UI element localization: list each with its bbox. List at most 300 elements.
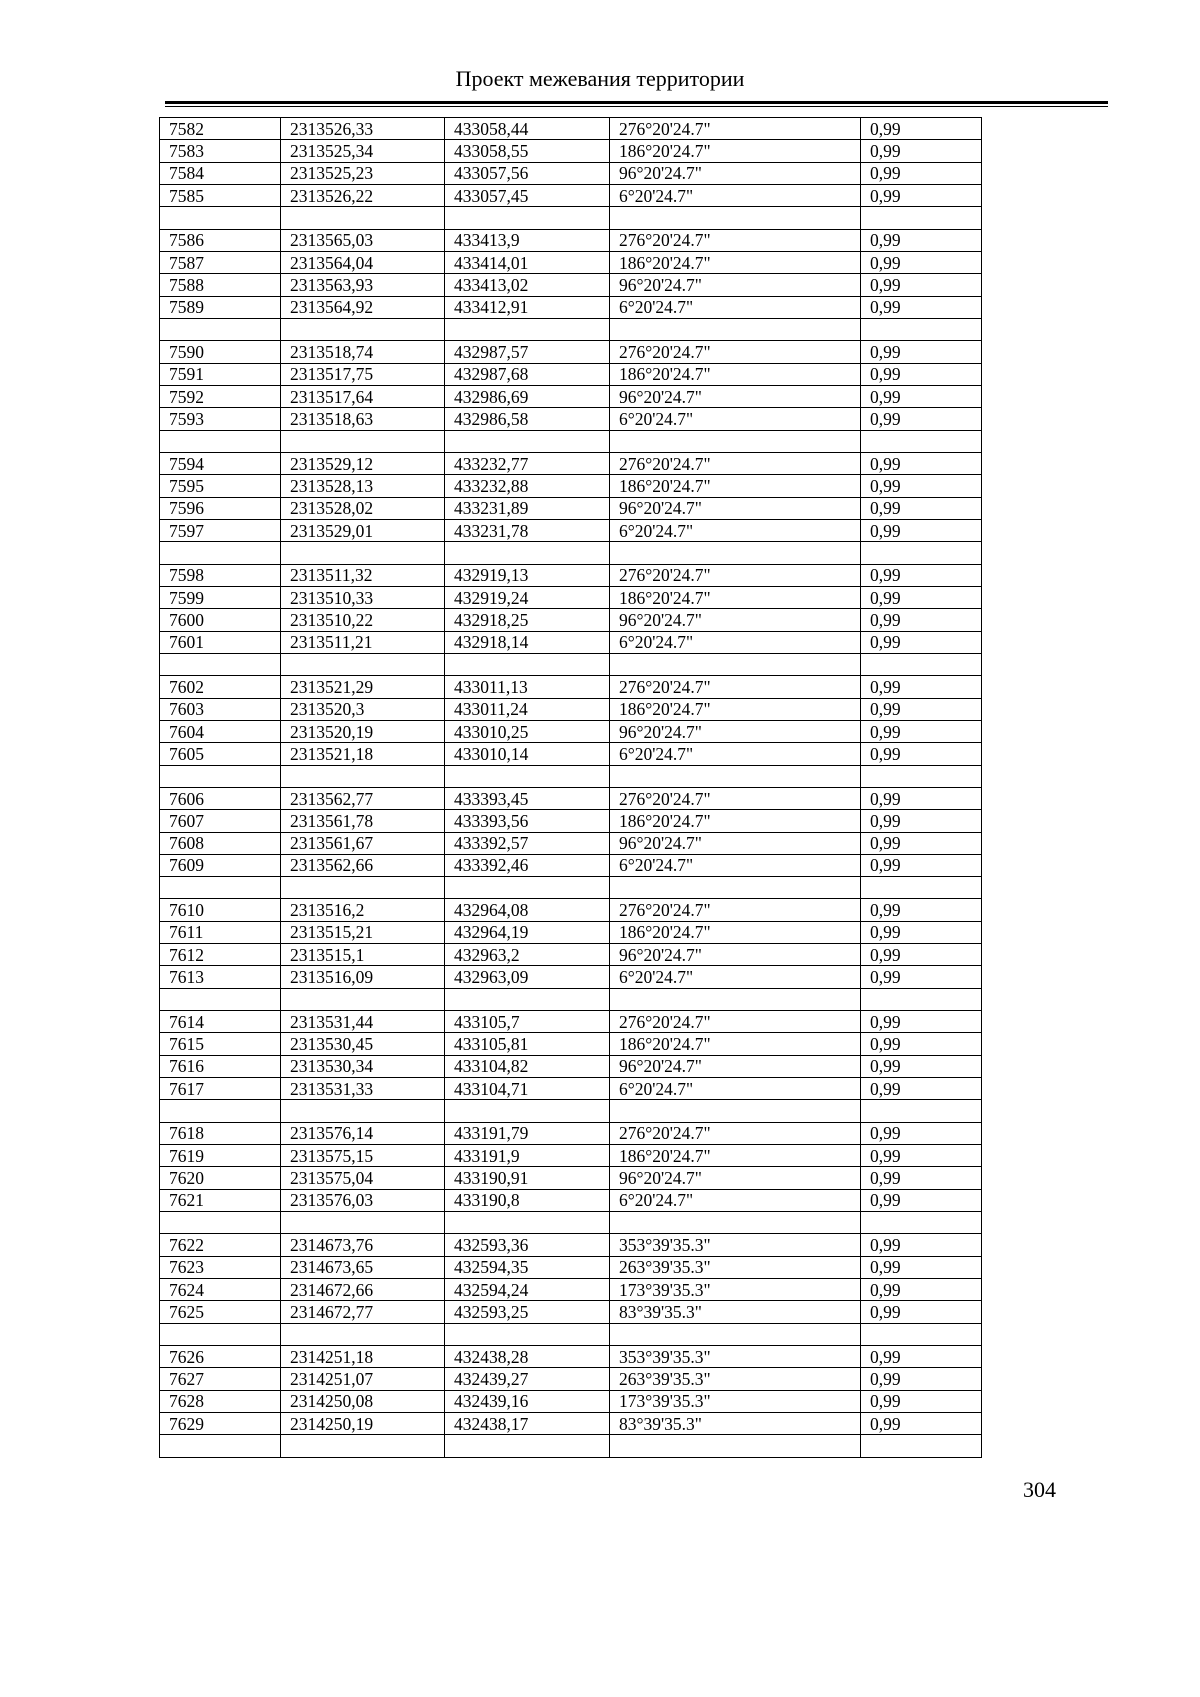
distance-cell: [861, 430, 982, 452]
bearing-cell: 186°20'24.7": [610, 586, 861, 608]
table-row: [160, 274, 982, 296]
bearing-cell: 186°20'24.7": [610, 921, 861, 943]
bearing-cell: 6°20'24.7": [610, 1189, 861, 1211]
point-number-cell: 7588: [160, 274, 281, 296]
y-coordinate-cell: 433413,9: [445, 229, 610, 251]
x-coordinate-cell: 2314672,77: [281, 1301, 445, 1323]
x-coordinate-cell: 2313515,21: [281, 921, 445, 943]
distance-cell: [861, 1323, 982, 1345]
bearing-cell: 276°20'24.7": [610, 676, 861, 698]
table-row: [160, 698, 982, 720]
point-number-cell: 7585: [160, 184, 281, 206]
bearing-cell: [610, 1100, 861, 1122]
x-coordinate-cell: [281, 318, 445, 340]
y-coordinate-cell: 433393,45: [445, 787, 610, 809]
distance-cell: 0,99: [861, 1167, 982, 1189]
y-coordinate-cell: 433104,71: [445, 1078, 610, 1100]
header-rule-thin: [165, 106, 1108, 107]
distance-cell: 0,99: [861, 452, 982, 474]
bearing-cell: [610, 542, 861, 564]
bearing-cell: 83°39'35.3": [610, 1413, 861, 1435]
distance-cell: 0,99: [861, 519, 982, 541]
x-coordinate-cell: 2314250,08: [281, 1390, 445, 1412]
distance-cell: 0,99: [861, 162, 982, 184]
x-coordinate-cell: [281, 877, 445, 899]
x-coordinate-cell: 2313517,64: [281, 385, 445, 407]
y-coordinate-cell: 433412,91: [445, 296, 610, 318]
table-row: [160, 519, 982, 541]
y-coordinate-cell: 433010,25: [445, 720, 610, 742]
bearing-cell: 96°20'24.7": [610, 274, 861, 296]
bearing-cell: 186°20'24.7": [610, 140, 861, 162]
point-number-cell: 7599: [160, 586, 281, 608]
bearing-cell: 6°20'24.7": [610, 743, 861, 765]
x-coordinate-cell: 2313526,33: [281, 118, 445, 140]
point-number-cell: 7606: [160, 787, 281, 809]
bearing-cell: 186°20'24.7": [610, 810, 861, 832]
x-coordinate-cell: 2313520,3: [281, 698, 445, 720]
bearing-cell: 6°20'24.7": [610, 1078, 861, 1100]
point-number-cell: 7625: [160, 1301, 281, 1323]
separator-row: [160, 877, 982, 899]
distance-cell: [861, 318, 982, 340]
point-number-cell: 7586: [160, 229, 281, 251]
table-row: [160, 296, 982, 318]
point-number-cell: 7624: [160, 1279, 281, 1301]
point-number-cell: 7623: [160, 1256, 281, 1278]
point-number-cell: 7622: [160, 1234, 281, 1256]
y-coordinate-cell: 433190,8: [445, 1189, 610, 1211]
distance-cell: 0,99: [861, 1413, 982, 1435]
table-row: [160, 1055, 982, 1077]
x-coordinate-cell: [281, 1212, 445, 1234]
bearing-cell: 6°20'24.7": [610, 854, 861, 876]
bearing-cell: 276°20'24.7": [610, 229, 861, 251]
bearing-cell: 186°20'24.7": [610, 475, 861, 497]
header-rule: [165, 101, 1108, 104]
point-number-cell: 7608: [160, 832, 281, 854]
bearing-cell: 276°20'24.7": [610, 564, 861, 586]
x-coordinate-cell: 2313576,14: [281, 1122, 445, 1144]
point-number-cell: 7620: [160, 1167, 281, 1189]
x-coordinate-cell: [281, 207, 445, 229]
point-number-cell: [160, 1435, 281, 1457]
bearing-cell: 276°20'24.7": [610, 118, 861, 140]
bearing-cell: 6°20'24.7": [610, 408, 861, 430]
bearing-cell: 186°20'24.7": [610, 1033, 861, 1055]
distance-cell: 0,99: [861, 586, 982, 608]
page-number: 304: [1023, 1477, 1056, 1502]
distance-cell: 0,99: [861, 1256, 982, 1278]
distance-cell: 0,99: [861, 296, 982, 318]
point-number-cell: [160, 765, 281, 787]
point-number-cell: [160, 988, 281, 1010]
x-coordinate-cell: 2313521,18: [281, 743, 445, 765]
table-row: [160, 1234, 982, 1256]
y-coordinate-cell: 432438,28: [445, 1346, 610, 1368]
distance-cell: 0,99: [861, 698, 982, 720]
y-coordinate-cell: [445, 1212, 610, 1234]
distance-cell: 0,99: [861, 1145, 982, 1167]
distance-cell: [861, 1212, 982, 1234]
table-row: [160, 140, 982, 162]
x-coordinate-cell: 2313576,03: [281, 1189, 445, 1211]
table-row: [160, 452, 982, 474]
point-number-cell: 7594: [160, 452, 281, 474]
y-coordinate-cell: [445, 765, 610, 787]
distance-cell: [861, 207, 982, 229]
table-row: [160, 899, 982, 921]
point-number-cell: 7612: [160, 944, 281, 966]
bearing-cell: 6°20'24.7": [610, 296, 861, 318]
bearing-cell: 96°20'24.7": [610, 385, 861, 407]
bearing-cell: [610, 653, 861, 675]
distance-cell: [861, 765, 982, 787]
bearing-cell: 173°39'35.3": [610, 1279, 861, 1301]
point-number-cell: [160, 542, 281, 564]
bearing-cell: 96°20'24.7": [610, 609, 861, 631]
point-number-cell: 7603: [160, 698, 281, 720]
y-coordinate-cell: 433057,56: [445, 162, 610, 184]
bearing-cell: 173°39'35.3": [610, 1390, 861, 1412]
table-row: [160, 966, 982, 988]
point-number-cell: 7626: [160, 1346, 281, 1368]
x-coordinate-cell: 2313530,45: [281, 1033, 445, 1055]
table-row: [160, 1279, 982, 1301]
bearing-cell: 96°20'24.7": [610, 162, 861, 184]
x-coordinate-cell: [281, 430, 445, 452]
table-row: [160, 475, 982, 497]
point-number-cell: 7597: [160, 519, 281, 541]
table-row: [160, 1301, 982, 1323]
point-number-cell: 7601: [160, 631, 281, 653]
distance-cell: 0,99: [861, 1055, 982, 1077]
point-number-cell: [160, 318, 281, 340]
y-coordinate-cell: 432594,24: [445, 1279, 610, 1301]
table-row: [160, 251, 982, 273]
point-number-cell: 7589: [160, 296, 281, 318]
point-number-cell: 7627: [160, 1368, 281, 1390]
table-row: [160, 944, 982, 966]
table-row: [160, 921, 982, 943]
x-coordinate-cell: 2313562,77: [281, 787, 445, 809]
distance-cell: [861, 542, 982, 564]
distance-cell: 0,99: [861, 341, 982, 363]
distance-cell: 0,99: [861, 1033, 982, 1055]
x-coordinate-cell: 2313525,34: [281, 140, 445, 162]
separator-row: [160, 207, 982, 229]
distance-cell: [861, 877, 982, 899]
bearing-cell: 6°20'24.7": [610, 519, 861, 541]
bearing-cell: 6°20'24.7": [610, 184, 861, 206]
table-row: [160, 1390, 982, 1412]
x-coordinate-cell: 2313565,03: [281, 229, 445, 251]
table-row: [160, 118, 982, 140]
y-coordinate-cell: [445, 318, 610, 340]
coordinates-table-body: [160, 118, 982, 1458]
table-row: [160, 184, 982, 206]
x-coordinate-cell: 2313531,33: [281, 1078, 445, 1100]
distance-cell: [861, 988, 982, 1010]
table-row: [160, 832, 982, 854]
y-coordinate-cell: 433392,57: [445, 832, 610, 854]
y-coordinate-cell: [445, 1435, 610, 1457]
point-number-cell: 7614: [160, 1011, 281, 1033]
distance-cell: 0,99: [861, 832, 982, 854]
distance-cell: 0,99: [861, 609, 982, 631]
bearing-cell: [610, 1435, 861, 1457]
distance-cell: 0,99: [861, 564, 982, 586]
bearing-cell: [610, 318, 861, 340]
point-number-cell: 7602: [160, 676, 281, 698]
point-number-cell: 7615: [160, 1033, 281, 1055]
x-coordinate-cell: 2313575,04: [281, 1167, 445, 1189]
x-coordinate-cell: 2313529,12: [281, 452, 445, 474]
y-coordinate-cell: 432964,19: [445, 921, 610, 943]
point-number-cell: 7590: [160, 341, 281, 363]
bearing-cell: 186°20'24.7": [610, 1145, 861, 1167]
point-number-cell: 7582: [160, 118, 281, 140]
point-number-cell: 7583: [160, 140, 281, 162]
distance-cell: 0,99: [861, 1122, 982, 1144]
x-coordinate-cell: 2313517,75: [281, 363, 445, 385]
bearing-cell: 353°39'35.3": [610, 1346, 861, 1368]
table-row: [160, 1011, 982, 1033]
bearing-cell: 83°39'35.3": [610, 1301, 861, 1323]
bearing-cell: 186°20'24.7": [610, 251, 861, 273]
coordinates-table: [159, 117, 982, 1458]
point-number-cell: 7616: [160, 1055, 281, 1077]
y-coordinate-cell: 433231,78: [445, 519, 610, 541]
bearing-cell: 263°39'35.3": [610, 1368, 861, 1390]
x-coordinate-cell: 2313516,2: [281, 899, 445, 921]
y-coordinate-cell: [445, 988, 610, 1010]
table-row: [160, 586, 982, 608]
x-coordinate-cell: 2313562,66: [281, 854, 445, 876]
x-coordinate-cell: 2313564,92: [281, 296, 445, 318]
bearing-cell: 353°39'35.3": [610, 1234, 861, 1256]
table-row: [160, 1346, 982, 1368]
point-number-cell: 7587: [160, 251, 281, 273]
x-coordinate-cell: 2313528,13: [281, 475, 445, 497]
point-number-cell: 7610: [160, 899, 281, 921]
y-coordinate-cell: 432918,25: [445, 609, 610, 631]
y-coordinate-cell: [445, 542, 610, 564]
bearing-cell: [610, 1212, 861, 1234]
x-coordinate-cell: 2313518,74: [281, 341, 445, 363]
y-coordinate-cell: 432919,13: [445, 564, 610, 586]
y-coordinate-cell: 433058,44: [445, 118, 610, 140]
bearing-cell: [610, 765, 861, 787]
point-number-cell: 7611: [160, 921, 281, 943]
bearing-cell: 276°20'24.7": [610, 1011, 861, 1033]
point-number-cell: 7596: [160, 497, 281, 519]
distance-cell: 0,99: [861, 921, 982, 943]
y-coordinate-cell: 433190,91: [445, 1167, 610, 1189]
bearing-cell: 276°20'24.7": [610, 452, 861, 474]
bearing-cell: 96°20'24.7": [610, 497, 861, 519]
distance-cell: 0,99: [861, 743, 982, 765]
point-number-cell: 7609: [160, 854, 281, 876]
y-coordinate-cell: 433057,45: [445, 184, 610, 206]
table-row: [160, 854, 982, 876]
distance-cell: 0,99: [861, 408, 982, 430]
y-coordinate-cell: [445, 653, 610, 675]
distance-cell: 0,99: [861, 184, 982, 206]
x-coordinate-cell: 2313515,1: [281, 944, 445, 966]
distance-cell: 0,99: [861, 1011, 982, 1033]
distance-cell: 0,99: [861, 1390, 982, 1412]
distance-cell: 0,99: [861, 118, 982, 140]
x-coordinate-cell: 2313511,21: [281, 631, 445, 653]
table-row: [160, 229, 982, 251]
distance-cell: [861, 653, 982, 675]
table-row: [160, 1033, 982, 1055]
separator-row: [160, 1323, 982, 1345]
point-number-cell: 7607: [160, 810, 281, 832]
x-coordinate-cell: [281, 653, 445, 675]
bearing-cell: [610, 207, 861, 229]
distance-cell: 0,99: [861, 1189, 982, 1211]
y-coordinate-cell: 432987,68: [445, 363, 610, 385]
bearing-cell: 276°20'24.7": [610, 787, 861, 809]
distance-cell: 0,99: [861, 1346, 982, 1368]
x-coordinate-cell: 2313530,34: [281, 1055, 445, 1077]
bearing-cell: 96°20'24.7": [610, 720, 861, 742]
point-number-cell: 7628: [160, 1390, 281, 1412]
point-number-cell: [160, 207, 281, 229]
y-coordinate-cell: 433232,88: [445, 475, 610, 497]
y-coordinate-cell: 433231,89: [445, 497, 610, 519]
y-coordinate-cell: 433058,55: [445, 140, 610, 162]
point-number-cell: 7605: [160, 743, 281, 765]
distance-cell: 0,99: [861, 810, 982, 832]
separator-row: [160, 1435, 982, 1457]
bearing-cell: 276°20'24.7": [610, 341, 861, 363]
point-number-cell: [160, 1100, 281, 1122]
y-coordinate-cell: 433011,24: [445, 698, 610, 720]
y-coordinate-cell: 433011,13: [445, 676, 610, 698]
separator-row: [160, 1100, 982, 1122]
bearing-cell: 96°20'24.7": [610, 944, 861, 966]
table-row: [160, 609, 982, 631]
point-number-cell: 7629: [160, 1413, 281, 1435]
point-number-cell: [160, 1323, 281, 1345]
x-coordinate-cell: 2313564,04: [281, 251, 445, 273]
distance-cell: 0,99: [861, 944, 982, 966]
x-coordinate-cell: 2313529,01: [281, 519, 445, 541]
y-coordinate-cell: 432987,57: [445, 341, 610, 363]
bearing-cell: [610, 988, 861, 1010]
y-coordinate-cell: [445, 1323, 610, 1345]
table-row: [160, 363, 982, 385]
point-number-cell: 7621: [160, 1189, 281, 1211]
x-coordinate-cell: 2314251,18: [281, 1346, 445, 1368]
table-row: [160, 1078, 982, 1100]
y-coordinate-cell: 432593,36: [445, 1234, 610, 1256]
x-coordinate-cell: [281, 542, 445, 564]
distance-cell: 0,99: [861, 1234, 982, 1256]
table-row: [160, 341, 982, 363]
table-row: [160, 1368, 982, 1390]
y-coordinate-cell: 433105,7: [445, 1011, 610, 1033]
table-row: [160, 676, 982, 698]
table-row: [160, 408, 982, 430]
y-coordinate-cell: [445, 430, 610, 452]
table-row: [160, 1189, 982, 1211]
table-row: [160, 564, 982, 586]
bearing-cell: 263°39'35.3": [610, 1256, 861, 1278]
bearing-cell: 186°20'24.7": [610, 698, 861, 720]
y-coordinate-cell: 432439,16: [445, 1390, 610, 1412]
x-coordinate-cell: 2313510,33: [281, 586, 445, 608]
x-coordinate-cell: 2313518,63: [281, 408, 445, 430]
x-coordinate-cell: [281, 1435, 445, 1457]
y-coordinate-cell: 432963,09: [445, 966, 610, 988]
bearing-cell: [610, 430, 861, 452]
distance-cell: 0,99: [861, 1301, 982, 1323]
x-coordinate-cell: 2313528,02: [281, 497, 445, 519]
y-coordinate-cell: 432594,35: [445, 1256, 610, 1278]
x-coordinate-cell: 2313520,19: [281, 720, 445, 742]
distance-cell: 0,99: [861, 1078, 982, 1100]
page-title: Проект межевания территории: [455, 66, 745, 91]
point-number-cell: 7617: [160, 1078, 281, 1100]
y-coordinate-cell: 432986,58: [445, 408, 610, 430]
x-coordinate-cell: 2313526,22: [281, 184, 445, 206]
x-coordinate-cell: 2313563,93: [281, 274, 445, 296]
y-coordinate-cell: [445, 877, 610, 899]
y-coordinate-cell: 432918,14: [445, 631, 610, 653]
table-row: [160, 720, 982, 742]
x-coordinate-cell: [281, 1100, 445, 1122]
distance-cell: 0,99: [861, 1368, 982, 1390]
x-coordinate-cell: 2313561,67: [281, 832, 445, 854]
separator-row: [160, 1212, 982, 1234]
x-coordinate-cell: [281, 988, 445, 1010]
table-row: [160, 631, 982, 653]
point-number-cell: [160, 877, 281, 899]
distance-cell: 0,99: [861, 899, 982, 921]
bearing-cell: 96°20'24.7": [610, 832, 861, 854]
x-coordinate-cell: 2314251,07: [281, 1368, 445, 1390]
x-coordinate-cell: 2313511,32: [281, 564, 445, 586]
distance-cell: 0,99: [861, 363, 982, 385]
y-coordinate-cell: 433393,56: [445, 810, 610, 832]
point-number-cell: 7584: [160, 162, 281, 184]
distance-cell: 0,99: [861, 787, 982, 809]
y-coordinate-cell: 432919,24: [445, 586, 610, 608]
y-coordinate-cell: 432438,17: [445, 1413, 610, 1435]
point-number-cell: 7595: [160, 475, 281, 497]
distance-cell: 0,99: [861, 497, 982, 519]
y-coordinate-cell: 432593,25: [445, 1301, 610, 1323]
x-coordinate-cell: 2313561,78: [281, 810, 445, 832]
table-row: [160, 1413, 982, 1435]
x-coordinate-cell: 2313525,23: [281, 162, 445, 184]
y-coordinate-cell: 433392,46: [445, 854, 610, 876]
x-coordinate-cell: 2313510,22: [281, 609, 445, 631]
point-number-cell: 7618: [160, 1122, 281, 1144]
y-coordinate-cell: 432964,08: [445, 899, 610, 921]
x-coordinate-cell: [281, 1323, 445, 1345]
distance-cell: 0,99: [861, 475, 982, 497]
table-row: [160, 1122, 982, 1144]
x-coordinate-cell: 2314673,65: [281, 1256, 445, 1278]
point-number-cell: 7593: [160, 408, 281, 430]
point-number-cell: [160, 430, 281, 452]
separator-row: [160, 542, 982, 564]
